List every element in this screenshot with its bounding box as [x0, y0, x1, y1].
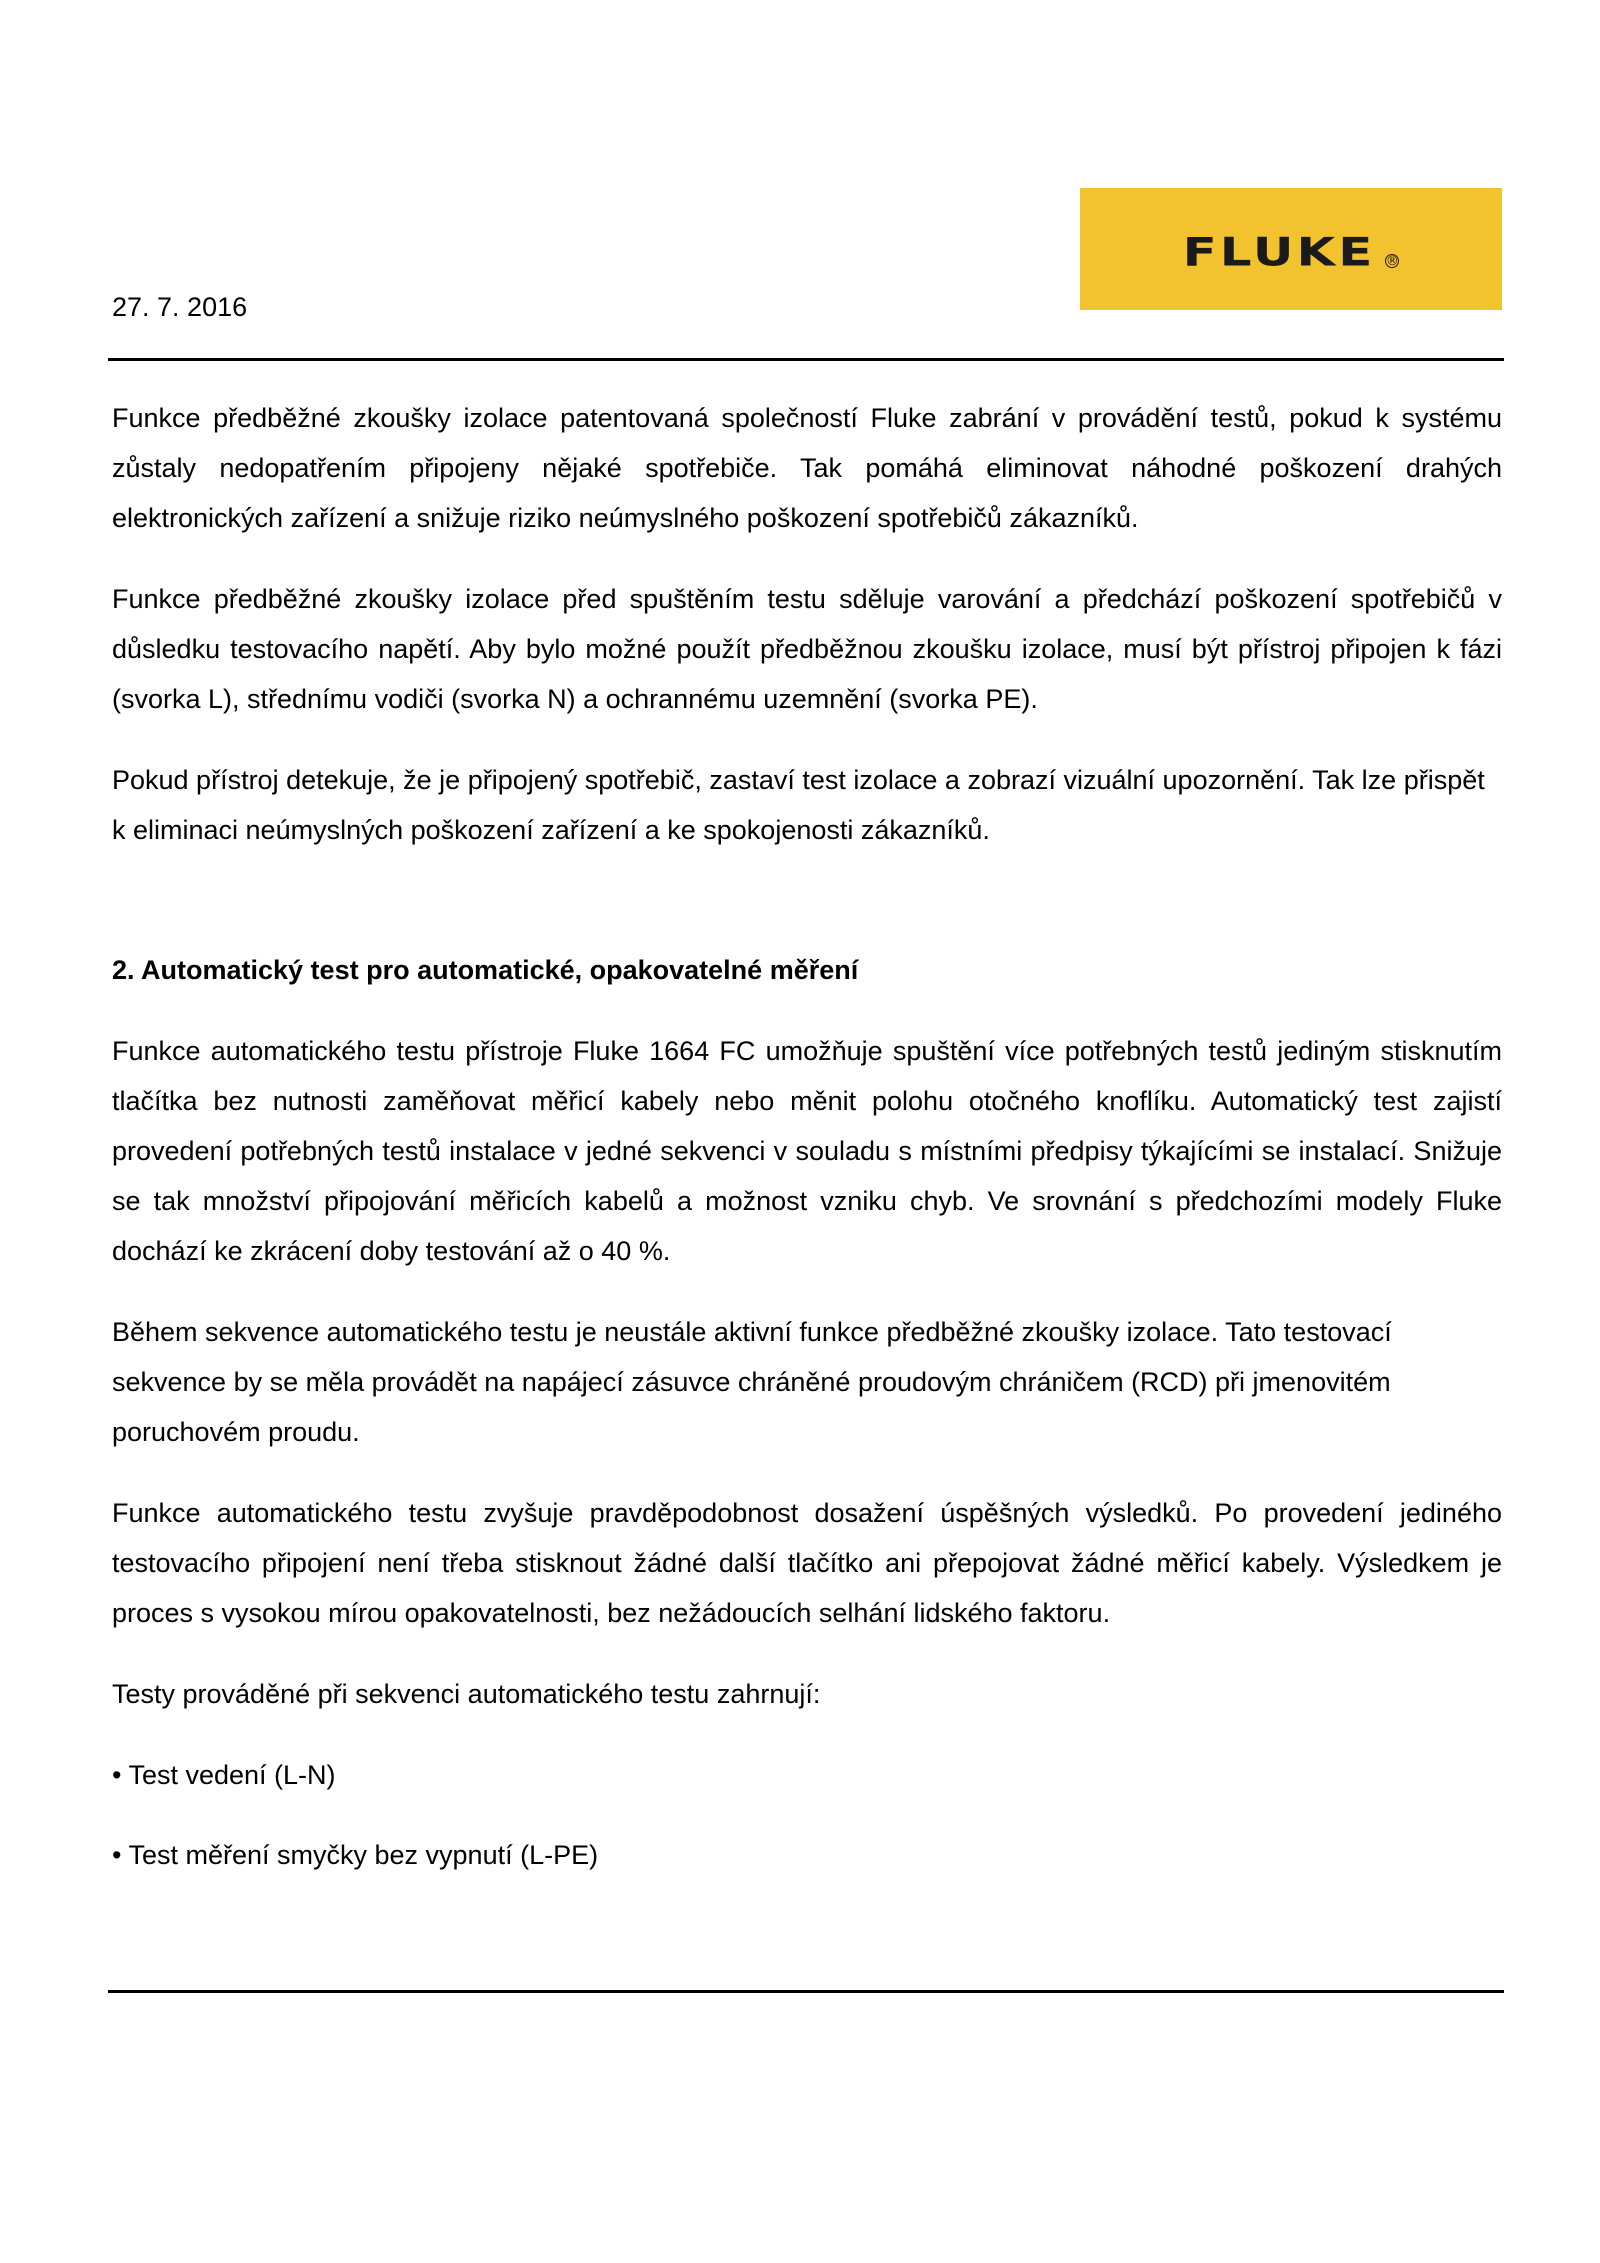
paragraph-section-4: Testy prováděné při sekvenci automatického testu zahrnují: — [112, 1679, 821, 1709]
paragraph-section-1: Funkce automatického testu přístroje Fluke 1664 FC umožňuje spuštění více potřebných testů jediným stisknutím tlačítka bez nutnosti zaměňovat měřicí kabely nebo měnit polohu otočného knoflíku. Automatický test zajistí provedení potřebných testů instalace v jedné sekvenci v souladu s místními předpisy týkajícími se instalací. Snižuje se tak množství připojování měřicích kabelů a možnost vzniku chyb. Ve srovnání s předchozími modely Fluke dochází ke zkrácení doby testování až o 40 %. — [112, 1036, 1502, 1266]
paragraph-intro-1: Funkce předběžné zkoušky izolace patentovaná společností Fluke zabrání v provádění testů, pokud k systému zůstaly nedopatřením připojeny nějaké spotřebiče. Tak pomáhá eliminovat náhodné poškození drahých elektronických zařízení a snižuje riziko neúmyslného poškození spotřebičů zákazníků. — [112, 403, 1502, 533]
footer-divider — [108, 1990, 1504, 1993]
paragraph-intro-2: Funkce předběžné zkoušky izolace před spuštěním testu sděluje varování a předchází poškození spotřebičů v důsledku testovacího napětí. Aby bylo možné použít předběžnou zkoušku izolace, musí být přístroj připojen k fázi (svorka L), střednímu vodiči (svorka N) a ochrannému uzemnění (svorka PE). — [112, 584, 1502, 714]
paragraph-section-3: Funkce automatického testu zvyšuje pravděpodobnost dosažení úspěšných výsledků. Po provedení jediného testovacího připojení není třeba stisknout žádné další tlačítko ani přepojovat žádné měřicí kabely. Výsledkem je proces s vysokou mírou opakovatelnosti, bez nežádoucích selhání lidského faktoru. — [112, 1498, 1502, 1628]
list-item: • Test měření smyčky bez vypnutí (L-PE) — [112, 1840, 599, 1870]
paragraph-section-2: Během sekvence automatického testu je neustále aktivní funkce předběžné zkoušky izolace. Tato testovací sekvence by se měla provádět na napájecí zásuvce chráněné proudovým chráničem (RCD) při jmenovitém poruchovém proudu. — [112, 1317, 1392, 1447]
logo-wordmark: FLUKE — [1182, 229, 1376, 275]
fluke-logo — [1080, 188, 1502, 310]
header-divider — [108, 358, 1504, 361]
paragraph-intro-3: Pokud přístroj detekuje, že je připojený spotřebič, zastaví test izolace a zobrazí vizuální upozornění. Tak lze přispět k eliminaci neúmyslných poškození zařízení a ke spokojenosti zákazníků. — [112, 765, 1485, 845]
registered-mark-icon: ® — [1385, 253, 1399, 269]
section-heading: 2. Automatický test pro automatické, opakovatelné měření — [112, 955, 859, 985]
list-item: • Test vedení (L-N) — [112, 1760, 336, 1790]
document-date: 27. 7. 2016 — [112, 292, 248, 322]
document-body — [112, 393, 1502, 1910]
